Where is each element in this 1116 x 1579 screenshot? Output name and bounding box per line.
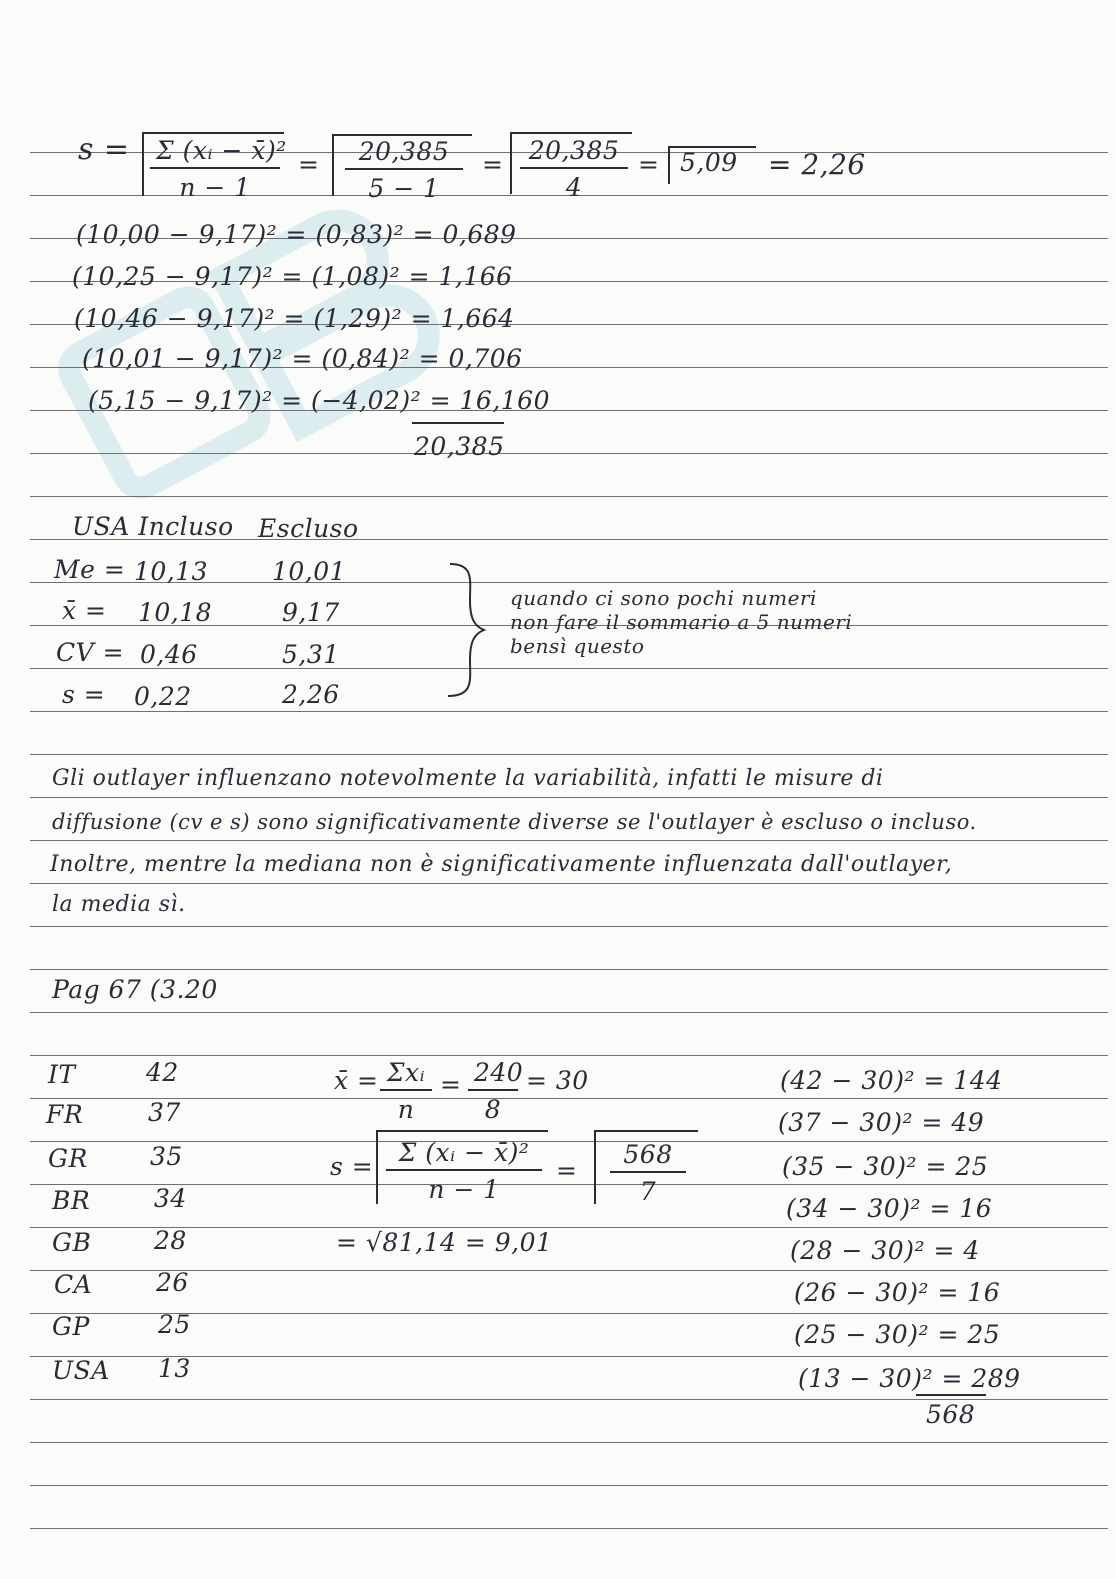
sd2-denominator: n − 1 <box>428 1175 500 1204</box>
country-value: 42 <box>146 1058 179 1087</box>
mean-fraction <box>380 1058 432 1124</box>
sqrt-symbol <box>594 1132 596 1204</box>
ruled-line <box>30 453 1108 454</box>
mean-fraction-2 <box>468 1058 524 1124</box>
root-value: 5,09 <box>680 148 738 177</box>
note-line: bensì questo <box>510 634 645 658</box>
sum-fraction <box>150 136 287 202</box>
row-label: s = <box>62 680 106 709</box>
square-line: (37 − 30)² = 49 <box>778 1108 985 1137</box>
mean-numerator: Σxᵢ <box>380 1058 432 1091</box>
header-incluso: USA Incluso <box>72 512 234 541</box>
square-line: (5,15 − 9,17)² = (−4,02)² = 16,160 <box>88 386 550 415</box>
sum-numerator: Σ (xᵢ − x̄)² <box>150 136 280 169</box>
country-code: GB <box>52 1228 92 1257</box>
sqrt-bar <box>594 1130 698 1132</box>
sd2-equals: = <box>556 1156 578 1185</box>
numerator-2: 20,385 <box>520 136 628 169</box>
sqrt-symbol <box>510 134 512 194</box>
fraction-2 <box>520 136 628 202</box>
mean-denominator-2: 8 <box>484 1095 502 1124</box>
sqrt-bar <box>376 1130 548 1132</box>
fraction-1 <box>345 137 463 203</box>
square-line: (25 − 30)² = 25 <box>794 1320 1001 1349</box>
numerator-1: 20,385 <box>345 137 463 170</box>
ruled-line <box>30 883 1108 884</box>
row-label: Me = <box>54 555 126 584</box>
sd2-denominator-2: 7 <box>639 1177 657 1206</box>
exercise-ref: Pag 67 (3.20 <box>52 975 218 1004</box>
paragraph-line: Inoltre, mentre la mediana non è significativamente influenzata dall'outlayer, <box>50 852 953 877</box>
ruled-line <box>30 1270 1108 1271</box>
paragraph-line: diffusione (cv e s) sono significativamente diverse se l'outlayer è escluso o incluso. <box>52 810 977 834</box>
square-line: (10,01 − 9,17)² = (0,84)² = 0,706 <box>82 344 523 373</box>
sd2-numerator: Σ (xᵢ − x̄)² <box>386 1138 542 1171</box>
row-excl: 9,17 <box>282 598 340 627</box>
ruled-line <box>30 1313 1108 1314</box>
denominator-2: 4 <box>565 173 583 202</box>
note-line: quando ci sono pochi numeri <box>510 586 817 610</box>
country-value: 37 <box>148 1098 181 1127</box>
mean-denominator: n <box>397 1095 415 1124</box>
square-line: (26 − 30)² = 16 <box>794 1278 1001 1307</box>
sum-denominator: n − 1 <box>179 173 251 202</box>
sqrt-bar <box>332 134 472 136</box>
ruled-line <box>30 1442 1108 1443</box>
sd2-lhs: s = <box>330 1152 374 1181</box>
row-excl: 2,26 <box>282 680 340 709</box>
row-incl: 0,22 <box>134 682 192 711</box>
row-excl: 5,31 <box>282 640 340 669</box>
country-code: GR <box>48 1144 88 1173</box>
sum-underline <box>916 1394 986 1396</box>
sqrt-symbol <box>332 136 334 196</box>
row-incl: 10,13 <box>134 557 209 586</box>
row-label: x̄ = <box>62 596 107 625</box>
country-code: BR <box>52 1186 91 1215</box>
sd2-fraction <box>386 1138 542 1204</box>
sqrt-symbol <box>142 134 144 196</box>
row-excl: 10,01 <box>272 557 347 586</box>
ruled-line <box>30 1485 1108 1486</box>
sum-underline <box>412 422 504 424</box>
square-line: (10,46 − 9,17)² = (1,29)² = 1,664 <box>74 304 515 333</box>
row-incl: 0,46 <box>140 640 198 669</box>
country-code: FR <box>46 1100 84 1129</box>
header-escluso: Escluso <box>258 514 359 543</box>
square-line: (28 − 30)² = 4 <box>790 1236 980 1265</box>
country-code: GP <box>52 1312 90 1341</box>
ruled-line <box>30 1098 1108 1099</box>
country-code: IT <box>48 1060 76 1089</box>
row-incl: 10,18 <box>138 598 213 627</box>
s-label: s = <box>78 132 130 167</box>
square-line: (10,00 − 9,17)² = (0,83)² = 0,689 <box>76 220 517 249</box>
country-code: USA <box>52 1356 110 1385</box>
paragraph-line: Gli outlayer influenzano notevolmente la variabilità, infatti le misure di <box>52 766 884 791</box>
country-value: 25 <box>158 1310 191 1339</box>
country-value: 26 <box>156 1268 189 1297</box>
squares-b-total: 568 <box>926 1400 976 1429</box>
equals-2: = <box>482 150 504 179</box>
square-line: (34 − 30)² = 16 <box>786 1194 993 1223</box>
sqrt-bar <box>510 132 632 134</box>
sd2-numerator-2: 568 <box>610 1140 686 1173</box>
ruled-line <box>30 797 1108 798</box>
row-label: CV = <box>56 638 125 667</box>
ruled-line <box>30 1012 1108 1013</box>
mean-result: = 30 <box>526 1066 589 1095</box>
sd2-result: = √81,14 = 9,01 <box>336 1228 553 1257</box>
ruled-line <box>30 1356 1108 1357</box>
country-value: 13 <box>158 1354 191 1383</box>
ruled-line <box>30 840 1108 841</box>
country-value: 34 <box>154 1184 187 1213</box>
sd2-fraction-2 <box>610 1140 686 1206</box>
equals-3: = <box>638 150 660 179</box>
denominator-1: 5 − 1 <box>368 174 440 203</box>
ruled-line <box>30 496 1108 497</box>
square-line: (13 − 30)² = 289 <box>798 1364 1021 1393</box>
ruled-line <box>30 754 1108 755</box>
country-code: CA <box>54 1270 93 1299</box>
ruled-line <box>30 1055 1108 1056</box>
mean-numerator-2: 240 <box>468 1058 518 1091</box>
brace-icon <box>440 560 490 700</box>
note-line: non fare il sommario a 5 numeri <box>510 610 853 634</box>
sqrt-symbol <box>376 1132 378 1204</box>
sqrt-symbol <box>668 148 670 184</box>
squares-a-total: 20,385 <box>414 432 505 461</box>
paragraph-line: la media sì. <box>52 892 186 917</box>
square-line: (35 − 30)² = 25 <box>782 1152 989 1181</box>
mean-equals: = <box>440 1070 462 1099</box>
square-line: (42 − 30)² = 144 <box>780 1066 1003 1095</box>
ruled-line <box>30 1227 1108 1228</box>
ruled-line <box>30 711 1108 712</box>
ruled-line <box>30 1141 1108 1142</box>
ruled-line <box>30 926 1108 927</box>
sqrt-bar <box>142 132 284 134</box>
mean-lhs: x̄ = <box>334 1066 379 1095</box>
square-line: (10,25 − 9,17)² = (1,08)² = 1,166 <box>72 262 513 291</box>
ruled-line <box>30 1528 1108 1529</box>
sd-result: = 2,26 <box>768 148 866 181</box>
country-value: 35 <box>150 1142 183 1171</box>
ruled-line <box>30 969 1108 970</box>
equals-1: = <box>298 150 320 179</box>
country-value: 28 <box>154 1226 187 1255</box>
